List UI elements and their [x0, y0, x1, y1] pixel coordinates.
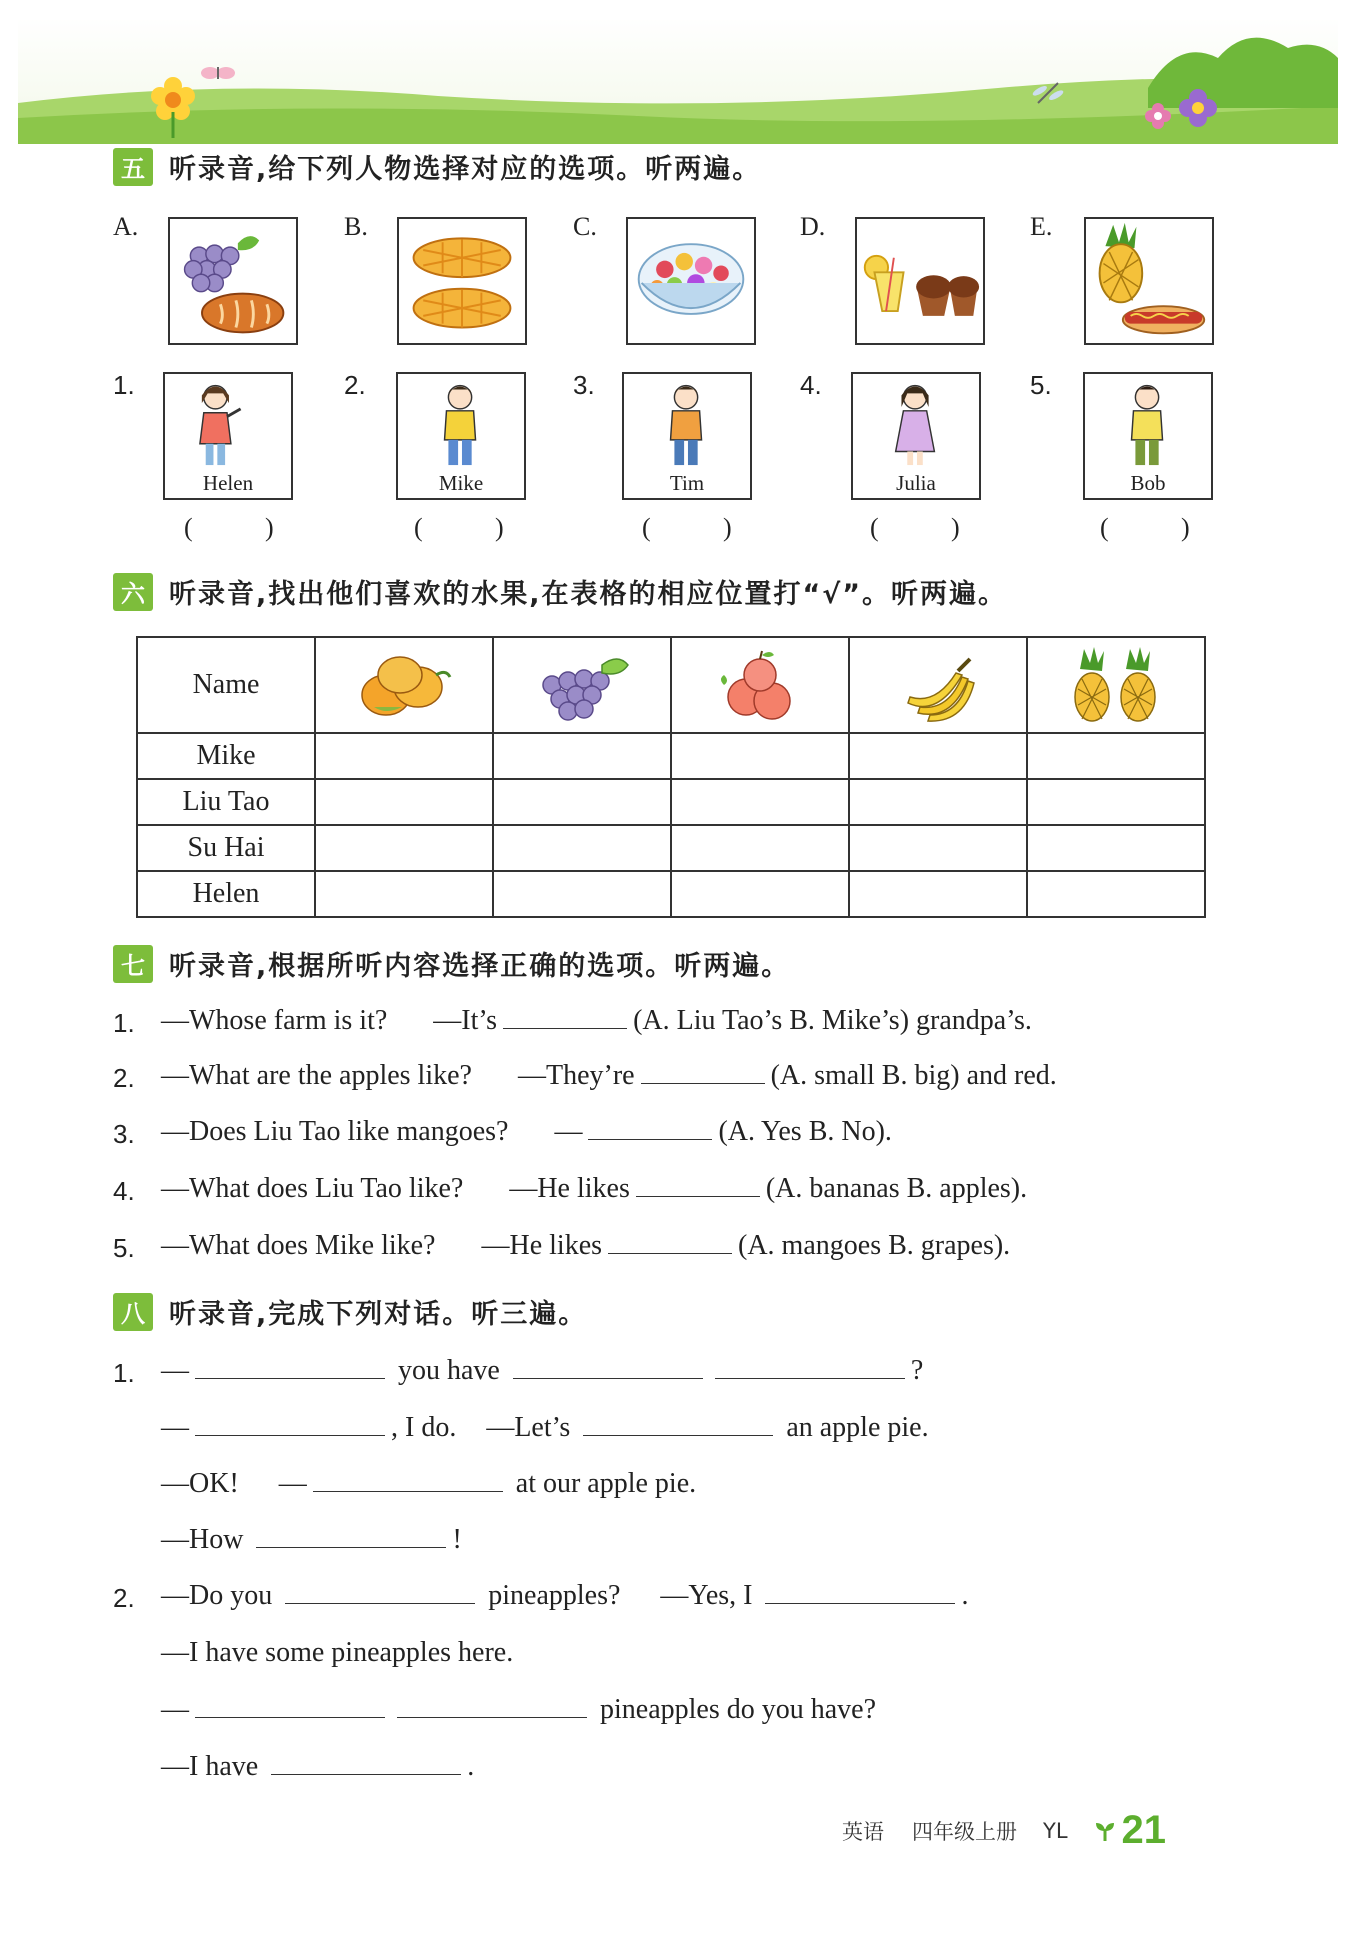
dialogue-text: ?: [910, 1355, 924, 1386]
person-number-3: 3.: [573, 370, 595, 400]
dialogue-1-line-1: [161, 1355, 923, 1387]
answer-blank[interactable]: [503, 1027, 627, 1029]
dialogue-number: 1.: [113, 1358, 135, 1388]
answer-blank[interactable]: [271, 1773, 461, 1775]
question-5: [161, 1230, 1010, 1262]
header-bananas: [849, 637, 1027, 733]
answer-text: —They’re: [517, 1060, 635, 1091]
question-number: 3.: [113, 1119, 135, 1149]
row-name: Mike: [137, 733, 315, 779]
option-letter-d: D.: [800, 212, 826, 241]
dialogue-1-line-2: [161, 1412, 929, 1444]
option-letter-a: A.: [113, 212, 139, 241]
answer-cell[interactable]: [849, 779, 1027, 825]
person-number-2: 2.: [344, 370, 366, 400]
question-2: [161, 1060, 1057, 1092]
dialogue-text: , I do.: [391, 1412, 457, 1443]
option-e-image: [1084, 217, 1214, 345]
answer-paren-left: (: [642, 513, 651, 542]
option-letter-c: C.: [573, 212, 597, 241]
dialogue-2-line-3: [161, 1694, 876, 1726]
dialogue-text: at our apple pie.: [515, 1468, 697, 1499]
person-number-4: 4.: [800, 370, 822, 400]
answer-paren-left: (: [184, 513, 193, 542]
answer-blank[interactable]: [195, 1716, 385, 1718]
answer-cell[interactable]: [1027, 871, 1205, 917]
option-c-image: [626, 217, 756, 345]
dialogue-text: —Yes, I: [660, 1580, 753, 1611]
table-row: [137, 733, 1205, 779]
dialogue-text: pineapples do you have?: [600, 1694, 877, 1725]
answer-cell[interactable]: [315, 779, 493, 825]
person-name: Mike: [438, 471, 484, 495]
answer-text: —It’s: [433, 1005, 498, 1036]
option-d-image: [855, 217, 985, 345]
dialogue-2-line-4: [161, 1751, 474, 1783]
answer-blank[interactable]: [588, 1138, 712, 1140]
answer-cell[interactable]: [671, 825, 849, 871]
question-number: 5.: [113, 1233, 135, 1263]
dialogue-text: —I have some pineapples here.: [161, 1637, 514, 1668]
section-number: 五: [113, 148, 153, 186]
answer-cell[interactable]: [315, 825, 493, 871]
answer-cell[interactable]: [671, 733, 849, 779]
answer-cell[interactable]: [315, 871, 493, 917]
person-3-card: [622, 372, 752, 500]
dialogue-text: an apple pie.: [786, 1412, 929, 1443]
answer-paren-right: ): [951, 513, 960, 542]
question-text: —What are the apples like?: [161, 1060, 472, 1091]
juice-and-cakes-icon: [857, 219, 983, 343]
dialogue-text: —I have: [161, 1751, 259, 1782]
grapes-and-bread-icon: [170, 219, 296, 343]
section-title: 听录音,完成下列对话。听三遍。: [169, 1299, 588, 1330]
mango-icon: [354, 645, 454, 725]
answer-blank[interactable]: [636, 1195, 760, 1197]
section-title: 听录音,找出他们喜欢的水果,在表格的相应位置打“√”。听两遍。: [169, 579, 1008, 610]
answer-cell[interactable]: [493, 871, 671, 917]
dialogue-text: —Let’s: [486, 1412, 571, 1443]
answer-paren-right: ): [1181, 513, 1190, 542]
dash: —: [278, 1468, 307, 1499]
dialogue-text: —Do you: [161, 1580, 273, 1611]
choices: (A. Liu Tao’s B. Mike’s) grandpa’s.: [633, 1005, 1032, 1036]
answer-cell[interactable]: [493, 779, 671, 825]
header-grapes: [493, 637, 671, 733]
choices: (A. Yes B. No).: [718, 1116, 892, 1147]
question-text: —Does Liu Tao like mangoes?: [161, 1116, 509, 1147]
question-3: [161, 1116, 892, 1148]
answer-cell[interactable]: [493, 825, 671, 871]
dialogue-text: you have: [398, 1355, 500, 1386]
choices: (A. bananas B. apples).: [765, 1173, 1028, 1204]
answer-cell[interactable]: [1027, 779, 1205, 825]
answer-cell[interactable]: [849, 825, 1027, 871]
answer-cell[interactable]: [849, 871, 1027, 917]
dialogue-number: 2.: [113, 1583, 135, 1613]
section-title: 听录音,给下列人物选择对应的选项。听两遍。: [169, 154, 762, 185]
fruit-preference-table: [136, 636, 1206, 918]
dialogue-text: —OK!: [161, 1468, 239, 1499]
answer-paren-right: ): [265, 513, 274, 542]
bananas-icon: [888, 645, 988, 725]
section-number: 八: [113, 1293, 153, 1331]
page-footer: [842, 1808, 1166, 1853]
person-name: Bob: [1130, 471, 1166, 495]
page-number: 21: [1121, 1808, 1167, 1852]
answer-paren-left: (: [870, 513, 879, 542]
question-text: —Whose farm is it?: [161, 1005, 388, 1036]
dash: —: [161, 1412, 189, 1443]
row-name: Liu Tao: [137, 779, 315, 825]
answer-blank[interactable]: [583, 1434, 773, 1436]
table-row: [137, 871, 1205, 917]
footer-grade: 四年级上册: [912, 1819, 1017, 1844]
option-letter-e: E.: [1030, 212, 1053, 241]
table-header-name: Name: [137, 637, 315, 733]
person-number-5: 5.: [1030, 370, 1052, 400]
answer-blank[interactable]: [397, 1716, 587, 1718]
table-row: [137, 825, 1205, 871]
answer-cell[interactable]: [315, 733, 493, 779]
person-name: Julia: [896, 471, 936, 495]
answer-paren-left: (: [414, 513, 423, 542]
dialogue-2-line-2: [161, 1637, 513, 1669]
apple-pies-icon: [399, 219, 525, 343]
person-5-card: [1083, 372, 1213, 500]
person-4-card: [851, 372, 981, 500]
pineapple-and-hotdog-icon: [1086, 219, 1212, 343]
sprout-icon: [1094, 1819, 1116, 1843]
answer-blank[interactable]: [313, 1490, 503, 1492]
answer-paren-right: ): [495, 513, 504, 542]
dialogue-1-line-3: [161, 1468, 696, 1500]
dash: —: [161, 1355, 189, 1386]
dialogue-text: .: [961, 1580, 969, 1611]
fruit-salad-icon: [628, 219, 754, 343]
answer-paren-left: (: [1100, 513, 1109, 542]
answer-text: —He likes: [509, 1173, 630, 1204]
answer-blank[interactable]: [285, 1602, 475, 1604]
question-number: 2.: [113, 1063, 135, 1093]
grapes-icon: [532, 645, 632, 725]
dialogue-2-line-1: [161, 1580, 968, 1612]
option-a-image: [168, 217, 298, 345]
answer-paren-right: ): [723, 513, 732, 542]
option-letter-b: B.: [344, 212, 368, 241]
dialogue-1-line-4: [161, 1524, 462, 1556]
header-apples: [671, 637, 849, 733]
dash: —: [161, 1694, 189, 1725]
dialogue-text: pineapples?: [488, 1580, 621, 1611]
header-mango: [315, 637, 493, 733]
answer-blank[interactable]: [765, 1602, 955, 1604]
header-pineapples: [1027, 637, 1205, 733]
row-name: Helen: [137, 871, 315, 917]
section-title: 听录音,根据所听内容选择正确的选项。听两遍。: [169, 951, 791, 982]
person-1-card: [163, 372, 293, 500]
footer-edition: YL: [1043, 1818, 1068, 1843]
question-number: 1.: [113, 1008, 135, 1038]
answer-blank[interactable]: [513, 1377, 703, 1379]
dialogue-text: —How: [161, 1524, 244, 1555]
answer-cell[interactable]: [671, 779, 849, 825]
apples-icon: [710, 645, 810, 725]
choices: (A. small B. big) and red.: [770, 1060, 1057, 1091]
question-4: [161, 1173, 1027, 1205]
question-text: —What does Liu Tao like?: [161, 1173, 464, 1204]
section-number: 七: [113, 945, 153, 983]
person-name: Tim: [669, 471, 705, 495]
answer-cell[interactable]: [671, 871, 849, 917]
answer-blank[interactable]: [641, 1082, 765, 1084]
answer-cell[interactable]: [849, 733, 1027, 779]
question-1: [161, 1005, 1032, 1037]
person-name: Helen: [202, 471, 254, 495]
footer-subject: 英语: [842, 1819, 884, 1844]
answer-text: —He likes: [481, 1230, 603, 1261]
person-number-1: 1.: [113, 370, 135, 400]
dialogue-text: .: [467, 1751, 475, 1782]
answer-blank[interactable]: [195, 1377, 385, 1379]
section-7-header: [113, 944, 790, 983]
section-5-header: [113, 147, 761, 186]
option-b-image: [397, 217, 527, 345]
answer-blank[interactable]: [195, 1434, 385, 1436]
question-number: 4.: [113, 1176, 135, 1206]
header-banner: [18, 18, 1338, 144]
table-row: [137, 779, 1205, 825]
answer-blank[interactable]: [715, 1377, 905, 1379]
answer-blank[interactable]: [256, 1546, 446, 1548]
answer-text: —: [554, 1116, 583, 1147]
choices: (A. mangoes B. grapes).: [738, 1230, 1011, 1261]
section-number: 六: [113, 573, 153, 611]
question-text: —What does Mike like?: [161, 1230, 436, 1261]
dialogue-text: !: [452, 1524, 462, 1555]
row-name: Su Hai: [137, 825, 315, 871]
section-6-header: [113, 572, 1007, 611]
answer-blank[interactable]: [608, 1252, 732, 1254]
answer-cell[interactable]: [493, 733, 671, 779]
answer-cell[interactable]: [1027, 825, 1205, 871]
person-2-card: [396, 372, 526, 500]
section-8-header: [113, 1292, 587, 1331]
answer-cell[interactable]: [1027, 733, 1205, 779]
pineapples-icon: [1066, 645, 1166, 725]
